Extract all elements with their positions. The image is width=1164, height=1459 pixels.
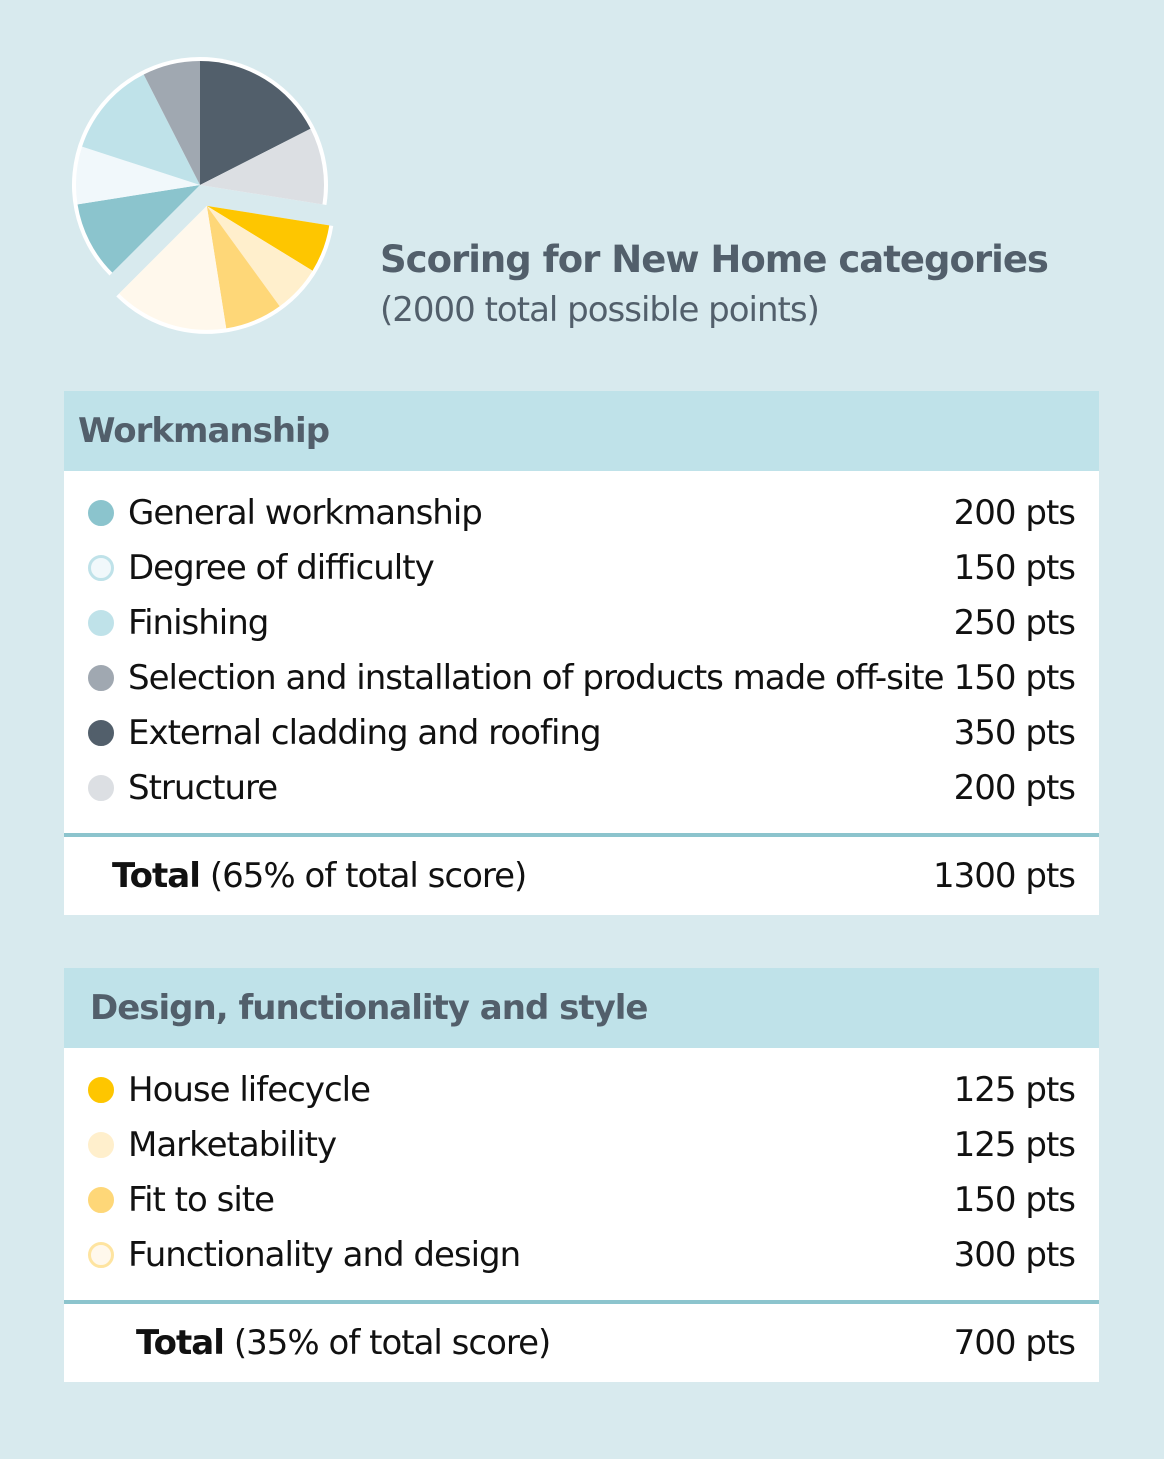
- total-points: 1300 pts: [933, 856, 1075, 896]
- legend-dot-icon: [88, 1077, 114, 1103]
- legend-dot-icon: [88, 610, 114, 636]
- design-heading: Design, functionality and style: [64, 968, 1099, 1048]
- item-label: External cladding and roofing: [128, 712, 601, 753]
- item-points: 200 pts: [953, 767, 1075, 808]
- item-label: Finishing: [128, 602, 269, 643]
- item-label: Structure: [128, 767, 278, 808]
- item-points: 125 pts: [953, 1069, 1075, 1110]
- list-item: [64, 705, 1099, 760]
- item-points: 125 pts: [953, 1124, 1075, 1165]
- total-label: Total: [136, 1323, 224, 1363]
- list-item: [64, 1172, 1099, 1227]
- list-item: [64, 1062, 1099, 1117]
- item-label: Marketability: [128, 1124, 337, 1165]
- list-item: [64, 595, 1099, 650]
- list-item: [64, 540, 1099, 595]
- item-points: 150 pts: [953, 547, 1075, 588]
- total-note: (65% of total score): [209, 856, 527, 896]
- legend-dot-icon: [88, 500, 114, 526]
- item-points: 200 pts: [953, 492, 1075, 533]
- workmanship-heading: Workmanship: [64, 391, 1099, 471]
- legend-dot-icon: [88, 1132, 114, 1158]
- legend-dot-icon: [88, 665, 114, 691]
- item-label: Functionality and design: [128, 1234, 521, 1275]
- item-points: 350 pts: [953, 712, 1075, 753]
- workmanship-card: [64, 391, 1099, 915]
- legend-dot-icon: [88, 555, 114, 581]
- chart-subtitle: (2000 total possible points): [380, 290, 819, 330]
- list-item: [64, 485, 1099, 540]
- item-points: 250 pts: [953, 602, 1075, 643]
- item-label: General workmanship: [128, 492, 482, 533]
- legend-dot-icon: [88, 720, 114, 746]
- legend-dot-icon: [88, 1242, 114, 1268]
- item-points: 300 pts: [953, 1234, 1075, 1275]
- design-card: [64, 968, 1099, 1382]
- list-item: [64, 1227, 1099, 1282]
- legend-dot-icon: [88, 1187, 114, 1213]
- design-list: [64, 1048, 1099, 1300]
- workmanship-list: [64, 471, 1099, 833]
- item-label: Fit to site: [128, 1179, 275, 1220]
- list-item: [64, 1117, 1099, 1172]
- list-item: [64, 760, 1099, 815]
- item-label: House lifecycle: [128, 1069, 371, 1110]
- total-note: (35% of total score): [233, 1323, 551, 1363]
- workmanship-total-row: [64, 833, 1099, 915]
- item-label: Degree of difficulty: [128, 547, 434, 588]
- total-points: 700 pts: [953, 1323, 1075, 1363]
- total-label: Total: [112, 856, 200, 896]
- chart-title: Scoring for New Home categories: [380, 238, 1048, 281]
- design-total-row: [64, 1300, 1099, 1382]
- pie-chart: [60, 50, 350, 350]
- item-label: Selection and installation of products made off-site: [128, 657, 944, 698]
- legend-dot-icon: [88, 775, 114, 801]
- item-points: 150 pts: [953, 657, 1075, 698]
- item-points: 150 pts: [953, 1179, 1075, 1220]
- list-item: [64, 650, 1099, 705]
